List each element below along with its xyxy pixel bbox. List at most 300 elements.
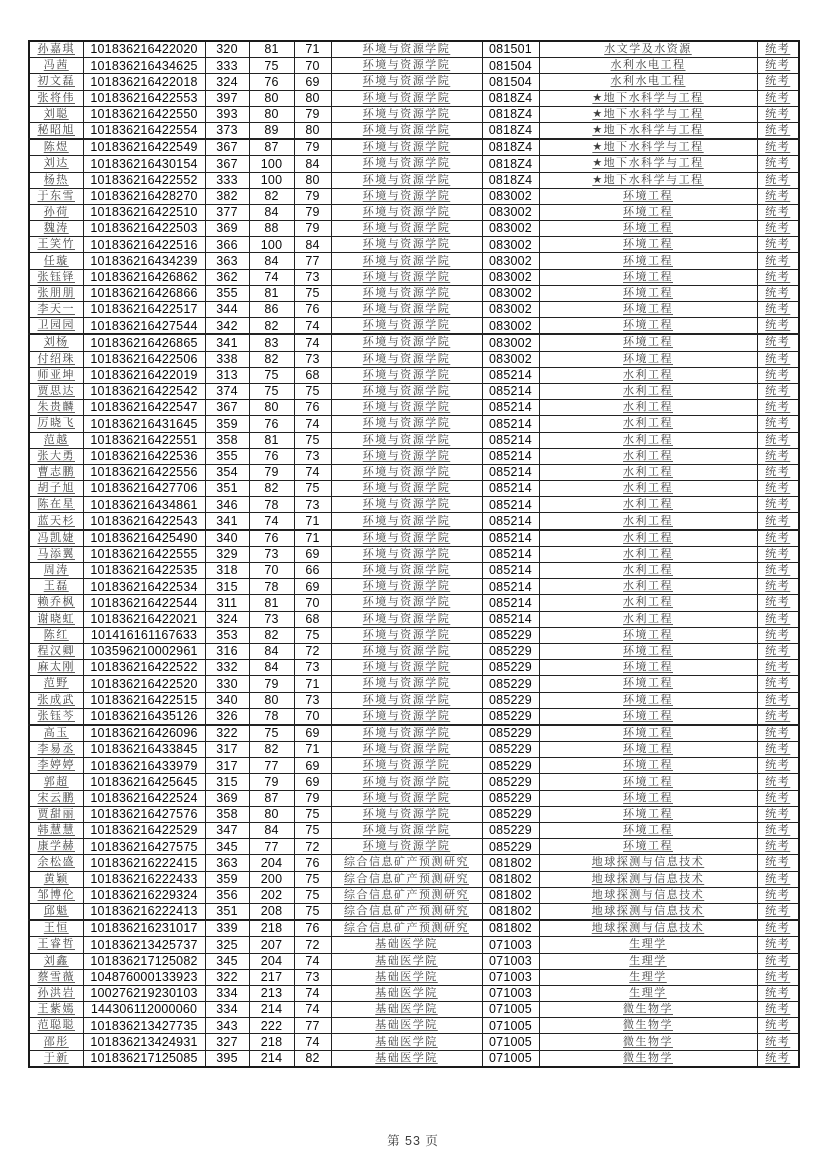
cell-total-score: 363	[205, 855, 249, 871]
cell-exam-type: 统考	[757, 172, 799, 188]
cell-exam-id: 101836216433979	[83, 758, 205, 774]
cell-college: 环境与资源学院	[331, 41, 482, 58]
cell-major-code: 071005	[482, 1034, 539, 1050]
table-row	[29, 692, 799, 708]
cell-total-score: 358	[205, 806, 249, 822]
cell-college: 基础医学院	[331, 937, 482, 953]
cell-exam-type: 统考	[757, 334, 799, 351]
cell-total-score: 356	[205, 887, 249, 903]
cell-total-score: 325	[205, 937, 249, 953]
cell-score-2: 222	[249, 1018, 294, 1034]
cell-major-code: 083002	[482, 204, 539, 220]
cell-exam-id: 101836216433845	[83, 742, 205, 758]
cell-exam-type: 统考	[757, 90, 799, 106]
cell-major-name: 微生物学	[539, 1002, 757, 1018]
cell-college: 环境与资源学院	[331, 122, 482, 139]
cell-total-score: 345	[205, 839, 249, 855]
cell-score-3: 79	[294, 106, 331, 122]
cell-exam-id: 101836216422520	[83, 676, 205, 692]
cell-score-3: 70	[294, 708, 331, 725]
cell-college: 综合信息矿产预测研究	[331, 887, 482, 903]
cell-score-3: 82	[294, 1050, 331, 1067]
cell-major-name: ★地下水科学与工程	[539, 90, 757, 106]
cell-score-3: 76	[294, 400, 331, 416]
cell-exam-type: 统考	[757, 742, 799, 758]
cell-total-score: 341	[205, 334, 249, 351]
cell-total-score: 333	[205, 58, 249, 74]
cell-score-3: 74	[294, 318, 331, 335]
cell-major-name: 微生物学	[539, 1050, 757, 1067]
cell-exam-id: 101836216422554	[83, 122, 205, 139]
cell-score-3: 74	[294, 416, 331, 432]
cell-exam-type: 统考	[757, 367, 799, 383]
cell-major-code: 085214	[482, 530, 539, 547]
cell-college: 环境与资源学院	[331, 823, 482, 839]
cell-name: 胡子旭	[29, 481, 83, 497]
cell-major-code: 081501	[482, 41, 539, 58]
cell-name: 宋云鹏	[29, 790, 83, 806]
cell-major-code: 0818Z4	[482, 122, 539, 139]
cell-score-2: 78	[249, 708, 294, 725]
cell-score-2: 204	[249, 855, 294, 871]
table-row	[29, 106, 799, 122]
cell-total-score: 366	[205, 237, 249, 253]
cell-major-name: 水利工程	[539, 563, 757, 579]
cell-score-2: 82	[249, 351, 294, 367]
cell-name: 李易丞	[29, 742, 83, 758]
cell-major-name: 水利工程	[539, 497, 757, 513]
cell-name: 张朋朋	[29, 285, 83, 301]
cell-major-name: 地球探测与信息技术	[539, 920, 757, 937]
cell-score-2: 218	[249, 920, 294, 937]
cell-total-score: 359	[205, 871, 249, 887]
cell-college: 综合信息矿产预测研究	[331, 855, 482, 871]
cell-college: 环境与资源学院	[331, 790, 482, 806]
cell-score-3: 80	[294, 172, 331, 188]
cell-major-code: 085214	[482, 432, 539, 448]
cell-exam-id: 101836216422517	[83, 302, 205, 318]
cell-college: 环境与资源学院	[331, 660, 482, 676]
table-row	[29, 416, 799, 432]
cell-score-2: 82	[249, 742, 294, 758]
cell-score-3: 79	[294, 204, 331, 220]
cell-major-code: 085229	[482, 692, 539, 708]
cell-exam-type: 统考	[757, 237, 799, 253]
table-row	[29, 334, 799, 351]
cell-major-code: 085214	[482, 563, 539, 579]
cell-college: 基础医学院	[331, 1034, 482, 1050]
cell-score-2: 84	[249, 660, 294, 676]
cell-major-name: 环境工程	[539, 302, 757, 318]
cell-total-score: 313	[205, 367, 249, 383]
cell-exam-type: 统考	[757, 643, 799, 659]
cell-exam-type: 统考	[757, 139, 799, 156]
cell-score-2: 200	[249, 871, 294, 887]
cell-major-code: 085229	[482, 643, 539, 659]
cell-major-name: 环境工程	[539, 806, 757, 822]
cell-major-code: 085229	[482, 823, 539, 839]
cell-major-code: 085229	[482, 660, 539, 676]
cell-exam-type: 统考	[757, 432, 799, 448]
cell-college: 环境与资源学院	[331, 188, 482, 204]
cell-college: 环境与资源学院	[331, 579, 482, 595]
cell-score-2: 80	[249, 400, 294, 416]
table-row	[29, 302, 799, 318]
cell-exam-id: 101836216427706	[83, 481, 205, 497]
cell-total-score: 354	[205, 464, 249, 480]
cell-exam-type: 统考	[757, 285, 799, 301]
table-row	[29, 742, 799, 758]
cell-score-3: 71	[294, 742, 331, 758]
cell-college: 环境与资源学院	[331, 285, 482, 301]
cell-total-score: 363	[205, 253, 249, 269]
cell-exam-type: 统考	[757, 204, 799, 220]
cell-name: 李天一	[29, 302, 83, 318]
cell-exam-type: 统考	[757, 1050, 799, 1067]
cell-college: 基础医学院	[331, 1002, 482, 1018]
cell-score-2: 217	[249, 969, 294, 985]
cell-score-3: 70	[294, 595, 331, 611]
cell-total-score: 342	[205, 318, 249, 335]
cell-score-3: 79	[294, 139, 331, 156]
cell-major-name: 环境工程	[539, 204, 757, 220]
table-row	[29, 383, 799, 399]
cell-exam-id: 101836216422522	[83, 660, 205, 676]
cell-name: 范越	[29, 432, 83, 448]
cell-exam-type: 统考	[757, 920, 799, 937]
table-row	[29, 269, 799, 285]
cell-total-score: 344	[205, 302, 249, 318]
cell-score-2: 214	[249, 1002, 294, 1018]
cell-major-name: 水利工程	[539, 383, 757, 399]
cell-score-3: 75	[294, 887, 331, 903]
cell-score-2: 77	[249, 839, 294, 855]
cell-college: 环境与资源学院	[331, 546, 482, 562]
cell-score-2: 79	[249, 676, 294, 692]
cell-exam-id: 101836216422018	[83, 74, 205, 90]
cell-exam-type: 统考	[757, 318, 799, 335]
cell-major-code: 083002	[482, 269, 539, 285]
cell-score-3: 75	[294, 871, 331, 887]
table-row	[29, 708, 799, 725]
cell-major-name: 环境工程	[539, 643, 757, 659]
cell-major-name: 地球探测与信息技术	[539, 887, 757, 903]
cell-exam-type: 统考	[757, 579, 799, 595]
cell-exam-type: 统考	[757, 692, 799, 708]
cell-college: 基础医学院	[331, 969, 482, 985]
cell-major-code: 085229	[482, 790, 539, 806]
cell-exam-id: 101836216434625	[83, 58, 205, 74]
cell-major-code: 0818Z4	[482, 139, 539, 156]
cell-score-3: 75	[294, 903, 331, 920]
cell-college: 综合信息矿产预测研究	[331, 903, 482, 920]
cell-college: 环境与资源学院	[331, 481, 482, 497]
cell-score-2: 79	[249, 774, 294, 790]
cell-major-name: 地球探测与信息技术	[539, 855, 757, 871]
cell-exam-id: 101836216422542	[83, 383, 205, 399]
cell-exam-id: 101836216422549	[83, 139, 205, 156]
cell-name: 魏涛	[29, 221, 83, 237]
cell-major-name: ★地下水科学与工程	[539, 106, 757, 122]
table-row	[29, 1050, 799, 1067]
page-footer	[28, 1131, 798, 1149]
cell-major-code: 085214	[482, 595, 539, 611]
cell-college: 环境与资源学院	[331, 221, 482, 237]
cell-name: 杨热	[29, 172, 83, 188]
cell-score-2: 81	[249, 285, 294, 301]
cell-exam-id: 101836217125082	[83, 953, 205, 969]
cell-score-2: 80	[249, 806, 294, 822]
cell-score-3: 72	[294, 839, 331, 855]
cell-exam-type: 统考	[757, 400, 799, 416]
cell-major-code: 071003	[482, 953, 539, 969]
cell-exam-id: 101836216426865	[83, 334, 205, 351]
cell-major-name: 环境工程	[539, 660, 757, 676]
table-row	[29, 188, 799, 204]
cell-major-code: 083002	[482, 318, 539, 335]
cell-major-code: 071003	[482, 969, 539, 985]
cell-name: 于东雪	[29, 188, 83, 204]
cell-score-2: 82	[249, 627, 294, 643]
cell-total-score: 369	[205, 790, 249, 806]
cell-major-code: 085229	[482, 839, 539, 855]
cell-major-code: 083002	[482, 302, 539, 318]
cell-name: 高玉	[29, 725, 83, 742]
cell-major-name: 水文学及水资源	[539, 41, 757, 58]
cell-exam-id: 101836216425490	[83, 530, 205, 547]
table-row	[29, 676, 799, 692]
cell-exam-type: 统考	[757, 530, 799, 547]
cell-name: 邹博伦	[29, 887, 83, 903]
cell-total-score: 373	[205, 122, 249, 139]
cell-score-3: 68	[294, 611, 331, 627]
table-row	[29, 221, 799, 237]
cell-exam-id: 101836216231017	[83, 920, 205, 937]
cell-exam-id: 101836216422536	[83, 448, 205, 464]
cell-score-3: 74	[294, 985, 331, 1001]
cell-major-code: 081802	[482, 871, 539, 887]
cell-total-score: 346	[205, 497, 249, 513]
cell-exam-type: 统考	[757, 416, 799, 432]
table-row	[29, 367, 799, 383]
cell-major-name: 微生物学	[539, 1018, 757, 1034]
cell-major-name: 环境工程	[539, 708, 757, 725]
cell-major-code: 085214	[482, 546, 539, 562]
table-row	[29, 497, 799, 513]
cell-score-2: 79	[249, 464, 294, 480]
cell-name: 王紫嫣	[29, 1002, 83, 1018]
cell-score-3: 66	[294, 563, 331, 579]
cell-major-code: 085214	[482, 367, 539, 383]
cell-exam-type: 统考	[757, 497, 799, 513]
cell-major-name: 地球探测与信息技术	[539, 903, 757, 920]
cell-score-3: 73	[294, 969, 331, 985]
cell-college: 基础医学院	[331, 953, 482, 969]
cell-score-3: 74	[294, 334, 331, 351]
table-row	[29, 318, 799, 335]
cell-score-2: 80	[249, 90, 294, 106]
cell-total-score: 316	[205, 643, 249, 659]
cell-exam-id: 101836213427735	[83, 1018, 205, 1034]
cell-score-2: 82	[249, 188, 294, 204]
cell-score-2: 88	[249, 221, 294, 237]
cell-score-3: 80	[294, 122, 331, 139]
cell-major-code: 081802	[482, 903, 539, 920]
cell-exam-id: 101836216422529	[83, 823, 205, 839]
table-row	[29, 41, 799, 58]
cell-college: 环境与资源学院	[331, 269, 482, 285]
cell-name: 王磊	[29, 579, 83, 595]
cell-major-code: 083002	[482, 285, 539, 301]
cell-exam-id: 101836216428270	[83, 188, 205, 204]
table-row	[29, 139, 799, 156]
cell-major-code: 083002	[482, 334, 539, 351]
cell-major-name: 环境工程	[539, 758, 757, 774]
cell-score-3: 71	[294, 676, 331, 692]
cell-major-name: ★地下水科学与工程	[539, 139, 757, 156]
cell-score-2: 76	[249, 416, 294, 432]
cell-major-name: 环境工程	[539, 237, 757, 253]
cell-major-code: 083002	[482, 351, 539, 367]
cell-major-code: 085229	[482, 774, 539, 790]
cell-exam-id: 101836216422550	[83, 106, 205, 122]
cell-score-2: 74	[249, 269, 294, 285]
cell-name: 麻太刚	[29, 660, 83, 676]
cell-total-score: 345	[205, 953, 249, 969]
table-row	[29, 643, 799, 659]
cell-major-name: 环境工程	[539, 839, 757, 855]
cell-exam-id: 101836216422019	[83, 367, 205, 383]
cell-score-3: 69	[294, 725, 331, 742]
cell-name: 刘鑫	[29, 953, 83, 969]
cell-total-score: 340	[205, 692, 249, 708]
cell-name: 王笑竹	[29, 237, 83, 253]
cell-name: 刘聪	[29, 106, 83, 122]
cell-college: 基础医学院	[331, 985, 482, 1001]
table-row	[29, 595, 799, 611]
cell-total-score: 315	[205, 579, 249, 595]
cell-exam-type: 统考	[757, 903, 799, 920]
table-row	[29, 122, 799, 139]
cell-major-name: 水利工程	[539, 579, 757, 595]
cell-name: 师亚坤	[29, 367, 83, 383]
cell-score-2: 76	[249, 530, 294, 547]
cell-exam-id: 101836216222413	[83, 903, 205, 920]
cell-major-code: 085214	[482, 383, 539, 399]
table-row	[29, 448, 799, 464]
cell-exam-id: 104876000133923	[83, 969, 205, 985]
cell-score-3: 75	[294, 806, 331, 822]
cell-score-3: 79	[294, 221, 331, 237]
cell-exam-type: 统考	[757, 74, 799, 90]
cell-exam-id: 101836213424931	[83, 1034, 205, 1050]
cell-score-2: 81	[249, 432, 294, 448]
cell-major-name: 水利工程	[539, 416, 757, 432]
cell-score-2: 204	[249, 953, 294, 969]
cell-major-name: 微生物学	[539, 1034, 757, 1050]
results-table-body	[29, 41, 799, 1067]
table-row	[29, 58, 799, 74]
cell-college: 环境与资源学院	[331, 643, 482, 659]
cell-total-score: 351	[205, 903, 249, 920]
table-row	[29, 953, 799, 969]
cell-exam-id: 101836216422552	[83, 172, 205, 188]
cell-college: 环境与资源学院	[331, 464, 482, 480]
cell-score-3: 73	[294, 269, 331, 285]
cell-college: 环境与资源学院	[331, 367, 482, 383]
cell-name: 秘昭旭	[29, 122, 83, 139]
cell-exam-id: 101836216222415	[83, 855, 205, 871]
cell-score-3: 73	[294, 692, 331, 708]
cell-score-2: 78	[249, 579, 294, 595]
table-row	[29, 937, 799, 953]
cell-college: 环境与资源学院	[331, 627, 482, 643]
cell-score-2: 89	[249, 122, 294, 139]
cell-college: 综合信息矿产预测研究	[331, 920, 482, 937]
cell-score-3: 72	[294, 937, 331, 953]
table-row	[29, 90, 799, 106]
cell-total-score: 318	[205, 563, 249, 579]
cell-score-2: 86	[249, 302, 294, 318]
cell-exam-type: 统考	[757, 513, 799, 530]
cell-name: 冯凯婕	[29, 530, 83, 547]
cell-score-2: 213	[249, 985, 294, 1001]
cell-name: 贾思达	[29, 383, 83, 399]
cell-name: 任璇	[29, 253, 83, 269]
cell-name: 程汉卿	[29, 643, 83, 659]
table-row	[29, 855, 799, 871]
cell-major-code: 081802	[482, 887, 539, 903]
cell-major-name: 环境工程	[539, 725, 757, 742]
cell-total-score: 367	[205, 400, 249, 416]
cell-college: 环境与资源学院	[331, 106, 482, 122]
cell-total-score: 339	[205, 920, 249, 937]
cell-name: 贾甜丽	[29, 806, 83, 822]
cell-score-3: 74	[294, 953, 331, 969]
cell-major-code: 071005	[482, 1002, 539, 1018]
cell-name: 孙荷	[29, 204, 83, 220]
cell-total-score: 359	[205, 416, 249, 432]
cell-exam-id: 101836216422021	[83, 611, 205, 627]
table-row	[29, 172, 799, 188]
cell-college: 环境与资源学院	[331, 513, 482, 530]
table-row	[29, 464, 799, 480]
cell-college: 环境与资源学院	[331, 448, 482, 464]
cell-major-code: 085229	[482, 758, 539, 774]
admission-results-table	[28, 40, 800, 1068]
cell-total-score: 322	[205, 969, 249, 985]
cell-total-score: 395	[205, 1050, 249, 1067]
cell-major-code: 081504	[482, 74, 539, 90]
cell-major-name: 水利工程	[539, 546, 757, 562]
cell-major-code: 085229	[482, 627, 539, 643]
cell-score-3: 73	[294, 351, 331, 367]
cell-score-2: 202	[249, 887, 294, 903]
cell-college: 环境与资源学院	[331, 237, 482, 253]
cell-score-3: 75	[294, 383, 331, 399]
cell-exam-id: 101836216434239	[83, 253, 205, 269]
cell-exam-id: 101836216425645	[83, 774, 205, 790]
cell-major-code: 085214	[482, 464, 539, 480]
cell-name: 刘达	[29, 156, 83, 172]
cell-exam-type: 统考	[757, 660, 799, 676]
cell-major-name: 环境工程	[539, 188, 757, 204]
cell-college: 环境与资源学院	[331, 725, 482, 742]
cell-college: 环境与资源学院	[331, 676, 482, 692]
cell-score-3: 73	[294, 448, 331, 464]
cell-major-name: 水利工程	[539, 400, 757, 416]
cell-name: 于新	[29, 1050, 83, 1067]
